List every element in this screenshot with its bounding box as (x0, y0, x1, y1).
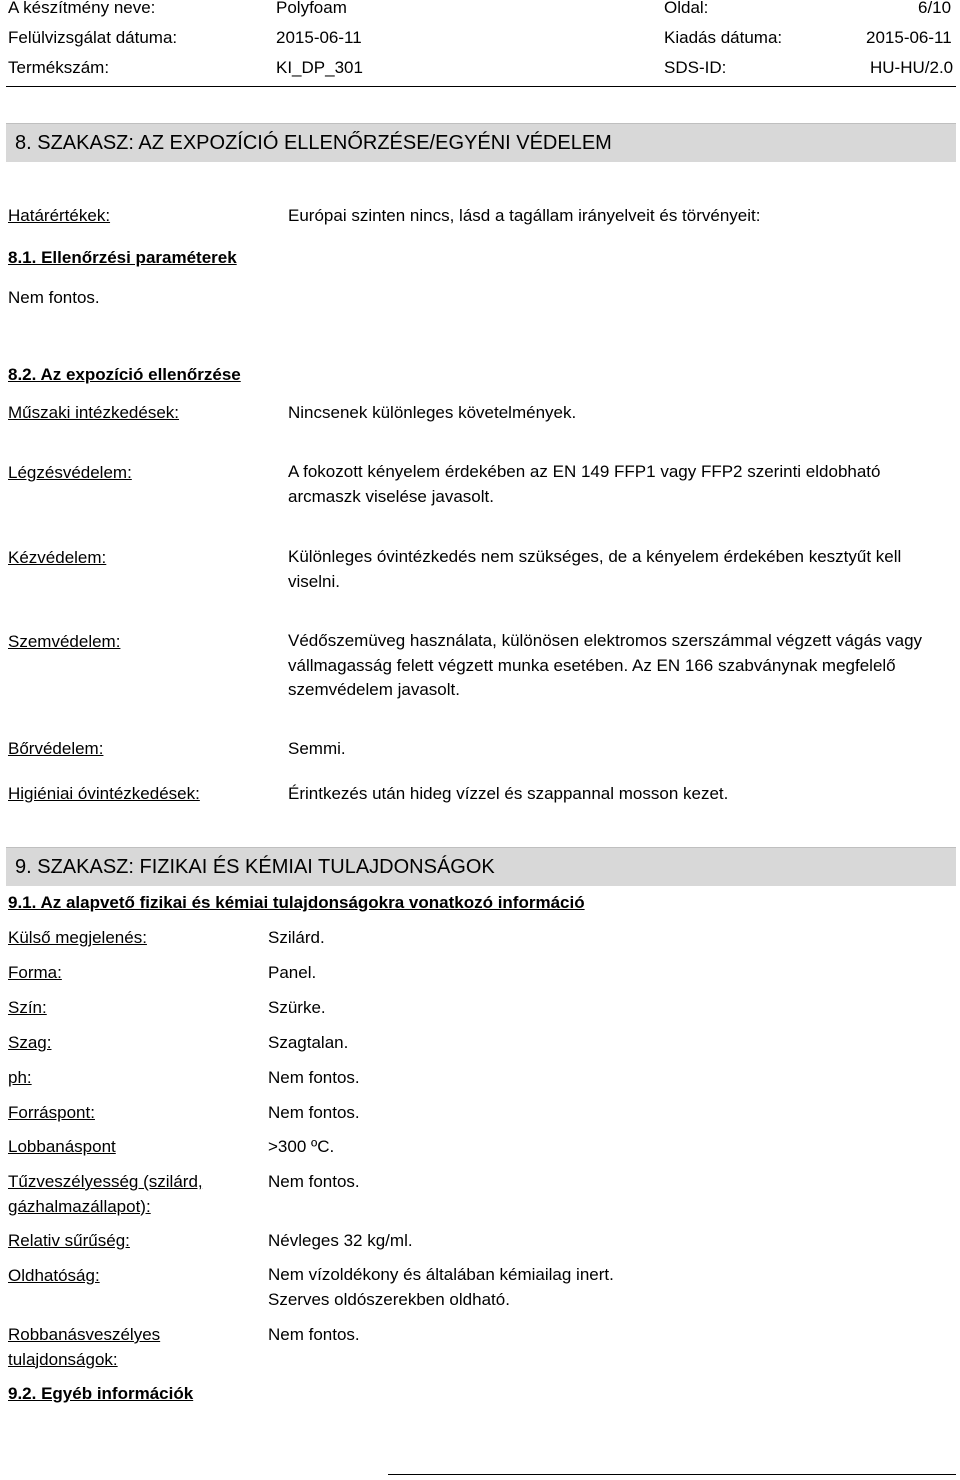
product-number-label: Termékszám: (8, 58, 110, 77)
issue-date-label: Kiadás dátuma: (664, 28, 783, 47)
limits-value: Európai szinten nincs, lásd a tagállam irányelveit és törvényeit: (288, 206, 761, 225)
explosive-properties-label: Robbanásveszélyes tulajdonságok: (8, 1325, 161, 1369)
subsection-9-1-title: 9.1. Az alapvető fizikai és kémiai tulajdonságokra vonatkozó információ (8, 893, 585, 912)
hand-protection-value: Különleges óvintézkedés nem szükséges, de a kényelem érdekében kesztyűt kell viselni. (288, 547, 902, 591)
eye-protection-label: Szemvédelem: (8, 632, 121, 651)
solubility-value: Nem vízoldékony és általában kémiailag inert. Szerves oldószerekben oldható. (268, 1265, 614, 1309)
section-9-title: 9. SZAKASZ: FIZIKAI ÉS KÉMIAI TULAJDONSÁGOK (15, 856, 495, 878)
skin-protection-value: Semmi. (288, 739, 346, 758)
limits-label: Határértékek: (8, 206, 111, 225)
form-value: Panel. (268, 963, 317, 982)
flammability-value: Nem fontos. (268, 1172, 360, 1191)
product-name-label: A készítmény neve: (8, 0, 156, 17)
respiratory-protection-label: Légzésvédelem: (8, 463, 132, 482)
flammability-label: Tűzveszélyesség (szilárd, gázhalmazállapot): (8, 1172, 203, 1216)
engineering-measures-label: Műszaki intézkedések: (8, 403, 180, 422)
subsection-8-2-title: 8.2. Az expozíció ellenőrzése (8, 365, 241, 384)
solubility-label: Oldhatóság: (8, 1266, 100, 1285)
boiling-point-label: Forráspont: (8, 1103, 95, 1122)
boiling-point-value: Nem fontos. (268, 1103, 360, 1122)
footer-divider (388, 1474, 956, 1475)
section-8-header-bar (6, 123, 956, 162)
sds-id-value: HU-HU/2.0 (870, 58, 954, 77)
odor-label: Szag: (8, 1033, 52, 1052)
ph-value: Nem fontos. (268, 1068, 360, 1087)
subsection-9-2-title: 9.2. Egyéb információk (8, 1384, 194, 1403)
hygiene-measures-label: Higiéniai óvintézkedések: (8, 784, 200, 803)
engineering-measures-value: Nincsenek különleges követelmények. (288, 403, 577, 422)
hand-protection-label: Kézvédelem: (8, 548, 107, 567)
page-value: 6/10 (918, 0, 952, 17)
explosive-properties-value: Nem fontos. (268, 1325, 360, 1344)
color-value: Szürke. (268, 998, 326, 1017)
sds-id-label: SDS-ID: (664, 58, 727, 77)
hygiene-measures-value: Érintkezés után hideg vízzel és szappannal mosson kezet. (288, 784, 729, 803)
ph-label: ph: (8, 1068, 32, 1087)
color-label: Szín: (8, 998, 47, 1017)
form-label: Forma: (8, 963, 62, 982)
product-name-value: Polyfoam (276, 0, 347, 17)
revision-date-value: 2015-06-11 (276, 28, 362, 47)
revision-date-label: Felülvizsgálat dátuma: (8, 28, 178, 47)
flash-point-value: >300 ºC. (268, 1137, 335, 1156)
subsection-8-1-title: 8.1. Ellenőrzési paraméterek (8, 248, 237, 267)
odor-value: Szagtalan. (268, 1033, 349, 1052)
page-label: Oldal: (664, 0, 709, 17)
issue-date-value: 2015-06-11 (866, 28, 952, 47)
appearance-value: Szilárd. (268, 928, 325, 947)
eye-protection-value: Védőszemüveg használata, különösen elektromos szerszámmal végzett vágás vagy vállmagasság felett végzett munka esetében. Az EN 166 szabványnak megfelelő szemvédelem javasolt. (288, 631, 923, 699)
subsection-8-1-text: Nem fontos. (8, 288, 100, 307)
product-number-value: KI_DP_301 (276, 58, 363, 77)
section-9-header-bar (6, 847, 956, 886)
relative-density-value: Névleges 32 kg/ml. (268, 1231, 413, 1250)
header-divider (6, 86, 956, 87)
relative-density-label: Relativ sűrűség: (8, 1231, 130, 1250)
appearance-label: Külső megjelenés: (8, 928, 147, 947)
respiratory-protection-value: A fokozott kényelem érdekében az EN 149 FFP1 vagy FFP2 szerinti eldobható arcmaszk viselése javasolt. (288, 462, 881, 506)
section-8-title: 8. SZAKASZ: AZ EXPOZÍCIÓ ELLENŐRZÉSE/EGYÉNI VÉDELEM (15, 132, 612, 154)
flash-point-label: Lobbanáspont (8, 1137, 116, 1156)
skin-protection-label: Bőrvédelem: (8, 739, 104, 758)
